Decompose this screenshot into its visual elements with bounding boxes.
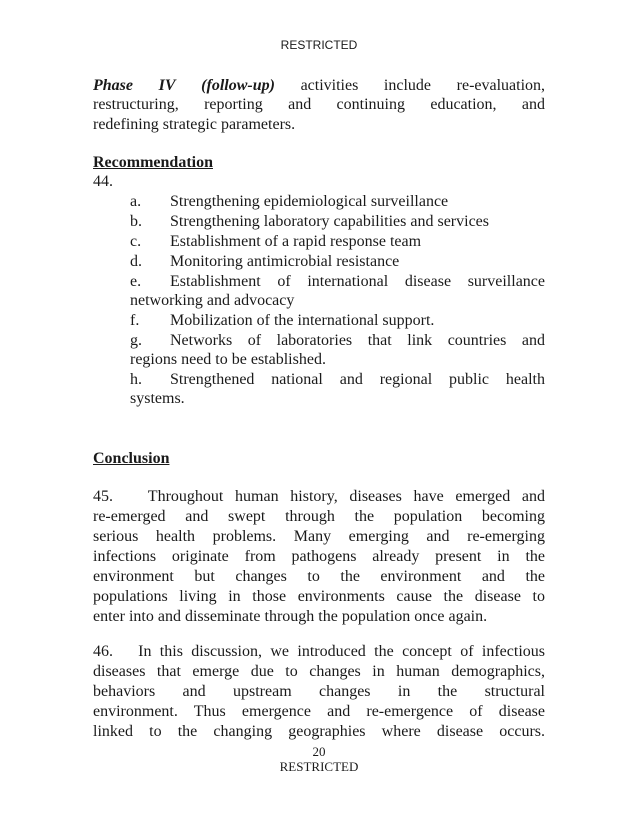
phase-name: (follow-up)	[201, 77, 275, 94]
list-item-letter: b.	[130, 213, 142, 230]
list-item-text: Strengthened national and regional public health	[170, 371, 545, 388]
list-item-letter: g.	[130, 332, 142, 349]
list-item-text: Mobilization of the international support.	[170, 312, 435, 329]
phase-line-2: restructuring, reporting and continuing education, and	[93, 96, 545, 113]
phase-line-3: redefining strategic parameters.	[93, 116, 296, 133]
paragraph-line: re-emerged and swept through the population becoming	[93, 508, 545, 525]
list-item-text: Establishment of international disease surveillance	[170, 273, 545, 290]
paragraph-line: environment but changes to the environment and the	[93, 568, 545, 585]
recommendation-heading: Recommendation	[93, 154, 213, 171]
list-item-letter: f.	[130, 312, 140, 329]
list-item-continuation: regions need to be established.	[130, 351, 326, 368]
paragraph-line: enter into and disseminate through the population once again.	[93, 608, 488, 625]
list-item-letter: c.	[130, 233, 142, 250]
paragraph-line: infections originate from pathogens already present in the	[93, 548, 545, 565]
paragraph-line: behaviors and upstream changes in the structural	[93, 683, 545, 700]
paragraph-line: diseases that emerge due to changes in human demographics,	[93, 663, 545, 680]
paragraph-number-44: 44.	[93, 173, 113, 190]
list-item-text: Networks of laboratories that link countries and	[170, 332, 545, 349]
list-item-continuation: networking and advocacy	[130, 292, 295, 309]
list-item-text: Strengthening laboratory capabilities and services	[170, 213, 490, 230]
header-classification: RESTRICTED	[280, 38, 358, 52]
conclusion-heading: Conclusion	[93, 450, 170, 467]
list-item-letter: e.	[130, 273, 142, 290]
paragraph-line: 46. In this discussion, we introduced the concept of infectious	[93, 643, 545, 660]
phase-number: IV	[158, 77, 176, 94]
paragraph-line: 45. Throughout human history, diseases have emerged and	[93, 488, 545, 505]
footer-classification: RESTRICTED	[279, 759, 359, 774]
paragraph-line: linked to the changing geographies where disease occurs.	[93, 723, 545, 740]
paragraph-line: environment. Thus emergence and re-emergence of disease	[93, 703, 545, 720]
page-number: 20	[312, 744, 326, 759]
phase-text: activities include re-evaluation,	[300, 77, 546, 94]
phase-label: Phase	[93, 77, 133, 94]
paragraph-line: populations living in those environments cause the disease to	[93, 588, 545, 605]
phase-line-1	[93, 76, 545, 96]
list-item-continuation: systems.	[130, 390, 185, 407]
list-item-text: Strengthening epidemiological surveillance	[170, 193, 449, 210]
list-item-letter: h.	[130, 371, 142, 388]
list-item-letter: d.	[130, 253, 142, 270]
list-item-text: Monitoring antimicrobial resistance	[170, 253, 400, 270]
list-item-letter: a.	[130, 193, 142, 210]
list-item-text: Establishment of a rapid response team	[170, 233, 422, 250]
paragraph-line: serious health problems. Many emerging and re-emerging	[93, 528, 545, 545]
